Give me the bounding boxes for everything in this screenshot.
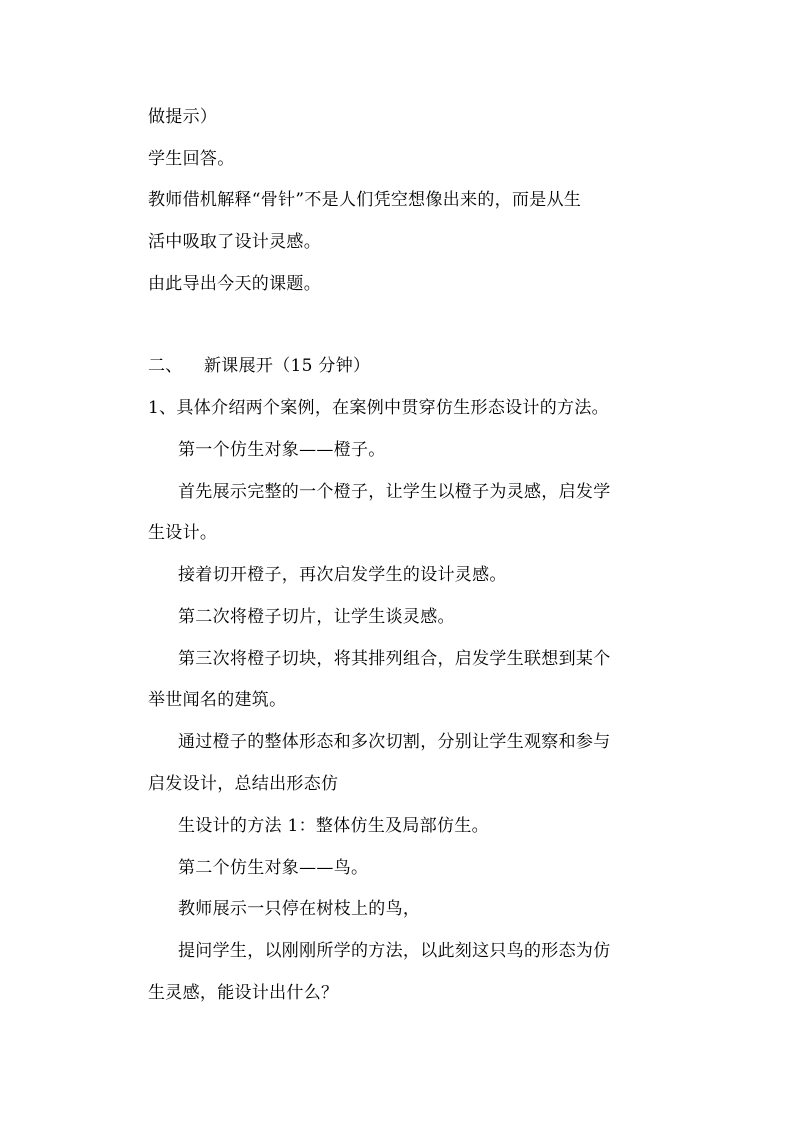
body-line: 生设计的方法 1：整体仿生及局部仿生。: [178, 816, 489, 836]
section-title: 新课展开（15 分钟）: [204, 356, 371, 376]
body-line: 教师展示一只停在树枝上的鸟，: [178, 899, 421, 919]
paragraph-line: 做提示）: [148, 107, 218, 127]
body-line: 1、具体介绍两个案例，在案例中贯穿仿生形态设计的方法。: [148, 398, 609, 418]
body-line: 接着切开橙子，再次启发学生的设计灵感。: [178, 565, 507, 585]
body-line: 生灵感，能设计出什么？: [148, 983, 339, 1003]
body-line: 启发设计，总结出形态仿: [148, 774, 339, 794]
section-heading: [148, 354, 370, 378]
body-line: 第二个仿生对象——鸟。: [178, 858, 369, 878]
body-line: 通过橙子的整体形态和多次切割，分别让学生观察和参与: [178, 732, 611, 752]
body-line: 首先展示完整的一个橙子，让学生以橙子为灵感，启发学: [178, 482, 611, 502]
section-number: 二、: [148, 356, 183, 376]
paragraph-line: 学生回答。: [148, 149, 235, 169]
paragraph-line: 教师借机解释“骨针”不是人们凭空想像出来的，而是从生: [148, 190, 582, 210]
body-line: 提问学生，以刚刚所学的方法，以此刻这只鸟的形态为仿: [178, 941, 611, 961]
body-line: 第二次将橙子切片，让学生谈灵感。: [178, 607, 455, 627]
paragraph-line: 由此导出今天的课题。: [148, 274, 321, 294]
body-line: 举世闻名的建筑。: [148, 690, 287, 710]
paragraph-line: 活中吸取了设计灵感。: [148, 232, 321, 252]
body-line: 生设计。: [148, 523, 218, 543]
body-line: 第一个仿生对象——橙子。: [178, 440, 386, 460]
body-line: 第三次将橙子切块，将其排列组合，启发学生联想到某个: [178, 649, 611, 669]
